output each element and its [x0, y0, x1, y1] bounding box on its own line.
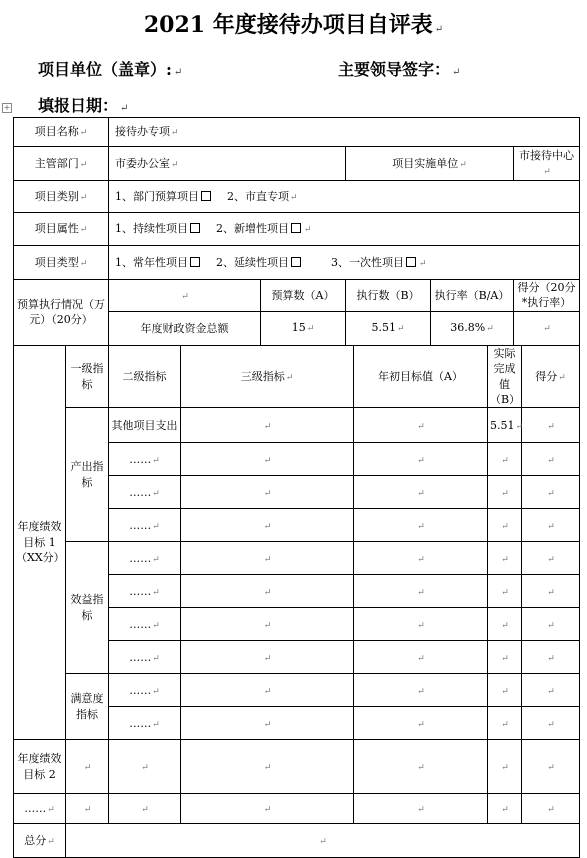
checkbox-dept-budget[interactable]	[201, 191, 211, 201]
attribute-options: 1、持续性项目 2、新增性项目 ↵	[109, 213, 580, 246]
exec-rate-header: 执行率（B/A）	[431, 280, 514, 312]
fiscal-total-label: 年度财政资金总额	[109, 311, 261, 345]
level3-cell: ↵	[181, 443, 354, 476]
actual-cell: ↵	[488, 794, 522, 824]
level3-cell: ↵	[181, 641, 354, 674]
level2-cell: ↵	[109, 794, 181, 824]
target-cell: ↵	[354, 443, 488, 476]
output-indicator-label: 产出指标	[66, 408, 109, 542]
actual-cell: ↵	[488, 740, 522, 794]
score-header: 得分↵	[522, 345, 580, 408]
table-row	[14, 408, 580, 443]
score-cell: ↵	[522, 608, 580, 641]
form-title: 2021 年度接待办项目自评表 ↵	[143, 12, 444, 38]
level1-cell: ↵	[66, 794, 109, 824]
level2-cell: ……↵	[109, 707, 181, 740]
impl-unit-label: 项目实施单位↵	[346, 147, 514, 181]
budget-exec-label: 预算执行情况（万元）（20分）	[14, 280, 109, 346]
level3-cell: ↵	[181, 542, 354, 575]
actual-cell: ↵	[488, 641, 522, 674]
attribute-label: 项目属性↵	[14, 213, 109, 246]
actual-cell: ↵	[488, 542, 522, 575]
level2-cell: ……↵	[109, 575, 181, 608]
score-cell: ↵	[522, 542, 580, 575]
target-cell: ↵	[354, 641, 488, 674]
target-cell: ↵	[354, 707, 488, 740]
actual-value-header: 实际完成值（B）	[488, 345, 522, 408]
level3-cell: ↵	[181, 740, 354, 794]
actual-cell: ↵	[488, 575, 522, 608]
score-cell: ↵	[522, 575, 580, 608]
level1-header: 一级指标	[66, 345, 109, 408]
budget-score-value: ↵	[514, 311, 580, 345]
level2-cell: ↵	[109, 740, 181, 794]
level2-cell: ……↵	[109, 476, 181, 509]
score-cell: ↵	[522, 794, 580, 824]
dept-label: 主管部门↵	[14, 147, 109, 181]
target-cell: ↵	[354, 542, 488, 575]
target-cell: ↵	[354, 408, 488, 443]
budget-blank-cell: ↵	[109, 280, 261, 312]
satisfaction-indicator-label: 满意度指标	[66, 674, 109, 740]
category-options: 1、部门预算项目 2、市直专项↵	[109, 181, 580, 213]
level2-cell: ……↵	[109, 674, 181, 707]
level2-header: 二级指标	[109, 345, 181, 408]
score-cell: ↵	[522, 674, 580, 707]
benefit-indicator-label: 效益指标	[66, 542, 109, 674]
actual-cell: ↵	[488, 608, 522, 641]
level2-cell: ……↵	[109, 608, 181, 641]
level3-cell: ↵	[181, 408, 354, 443]
checkbox-new[interactable]	[291, 223, 301, 233]
target-cell: ↵	[354, 476, 488, 509]
score-cell: ↵	[522, 408, 580, 443]
checkbox-extension[interactable]	[291, 257, 301, 267]
level1-cell: ↵	[66, 740, 109, 794]
project-name-value: 接待办专项↵	[109, 118, 580, 147]
type-label: 项目类型↵	[14, 246, 109, 280]
row-indicator-header	[14, 345, 580, 408]
self-evaluation-table	[13, 117, 580, 858]
score-cell: ↵	[522, 740, 580, 794]
category-label: 项目类别↵	[14, 181, 109, 213]
actual-cell: ↵	[488, 707, 522, 740]
level3-cell: ↵	[181, 674, 354, 707]
row-budget-header	[14, 280, 580, 312]
level3-cell: ↵	[181, 575, 354, 608]
row-attribute	[14, 213, 580, 246]
row-more-goals	[14, 794, 580, 824]
actual-value-cell: 5.51↵	[488, 408, 522, 443]
score-cell: ↵	[522, 443, 580, 476]
actual-cell: ↵	[488, 476, 522, 509]
budget-score-header: 得分（20分*执行率）	[514, 280, 580, 312]
row-department	[14, 147, 580, 181]
actual-cell: ↵	[488, 443, 522, 476]
date-field-label: 填报日期： ↵	[38, 96, 129, 115]
level2-cell: ……↵	[109, 509, 181, 542]
actual-cell: ↵	[488, 674, 522, 707]
level3-cell: ↵	[181, 476, 354, 509]
score-cell: ↵	[522, 641, 580, 674]
checkbox-one-time[interactable]	[406, 257, 416, 267]
row-project-name	[14, 118, 580, 147]
leader-signature-label: 主要领导签字： ↵	[338, 60, 461, 79]
type-options: 1、常年性项目 2、延续性项目 3、一次性项目 ↵	[109, 246, 580, 280]
total-score-value: ↵	[66, 824, 580, 858]
score-cell: ↵	[522, 476, 580, 509]
checkbox-continuous[interactable]	[190, 223, 200, 233]
target-cell: ↵	[354, 794, 488, 824]
total-score-label: 总分↵	[14, 824, 66, 858]
table-move-handle-icon[interactable]: +	[3, 103, 11, 112]
level3-cell: ↵	[181, 608, 354, 641]
level3-cell: ↵	[181, 509, 354, 542]
table-row	[14, 542, 580, 575]
actual-cell: ↵	[488, 509, 522, 542]
level2-cell: ……↵	[109, 641, 181, 674]
target-cell: ↵	[354, 608, 488, 641]
other-expense-label: 其他项目支出	[109, 408, 181, 443]
score-cell: ↵	[522, 707, 580, 740]
dept-value: 市委办公室↵	[109, 147, 346, 181]
more-goals-label: ……↵	[14, 794, 66, 824]
project-name-label: 项目名称↵	[14, 118, 109, 147]
target-cell: ↵	[354, 740, 488, 794]
row-type	[14, 246, 580, 280]
budget-amount-header: 预算数（A）	[261, 280, 346, 312]
perf-goal-1-label: 年度绩效目标 1（XX分）	[14, 345, 66, 740]
table-row	[14, 674, 580, 707]
level2-cell: ……↵	[109, 443, 181, 476]
level3-header: 三级指标↵	[181, 345, 354, 408]
target-value-header: 年初目标值（A）	[354, 345, 488, 408]
target-cell: ↵	[354, 674, 488, 707]
budget-amount-value: 15↵	[261, 311, 346, 345]
checkbox-annual[interactable]	[190, 257, 200, 267]
level2-cell: ……↵	[109, 542, 181, 575]
exec-rate-value: 36.8%↵	[431, 311, 514, 345]
target-cell: ↵	[354, 509, 488, 542]
level3-cell: ↵	[181, 794, 354, 824]
target-cell: ↵	[354, 575, 488, 608]
unit-field-label: 项目单位（盖章）: ↵	[38, 60, 183, 79]
perf-goal-2-label: 年度绩效目标 2	[14, 740, 66, 794]
score-cell: ↵	[522, 509, 580, 542]
level3-cell: ↵	[181, 707, 354, 740]
row-total	[14, 824, 580, 858]
exec-amount-value: 5.51↵	[346, 311, 431, 345]
row-perf-goal-2	[14, 740, 580, 794]
row-category	[14, 181, 580, 213]
impl-unit-value: 市接待中心↵	[514, 147, 580, 181]
exec-amount-header: 执行数（B）	[346, 280, 431, 312]
